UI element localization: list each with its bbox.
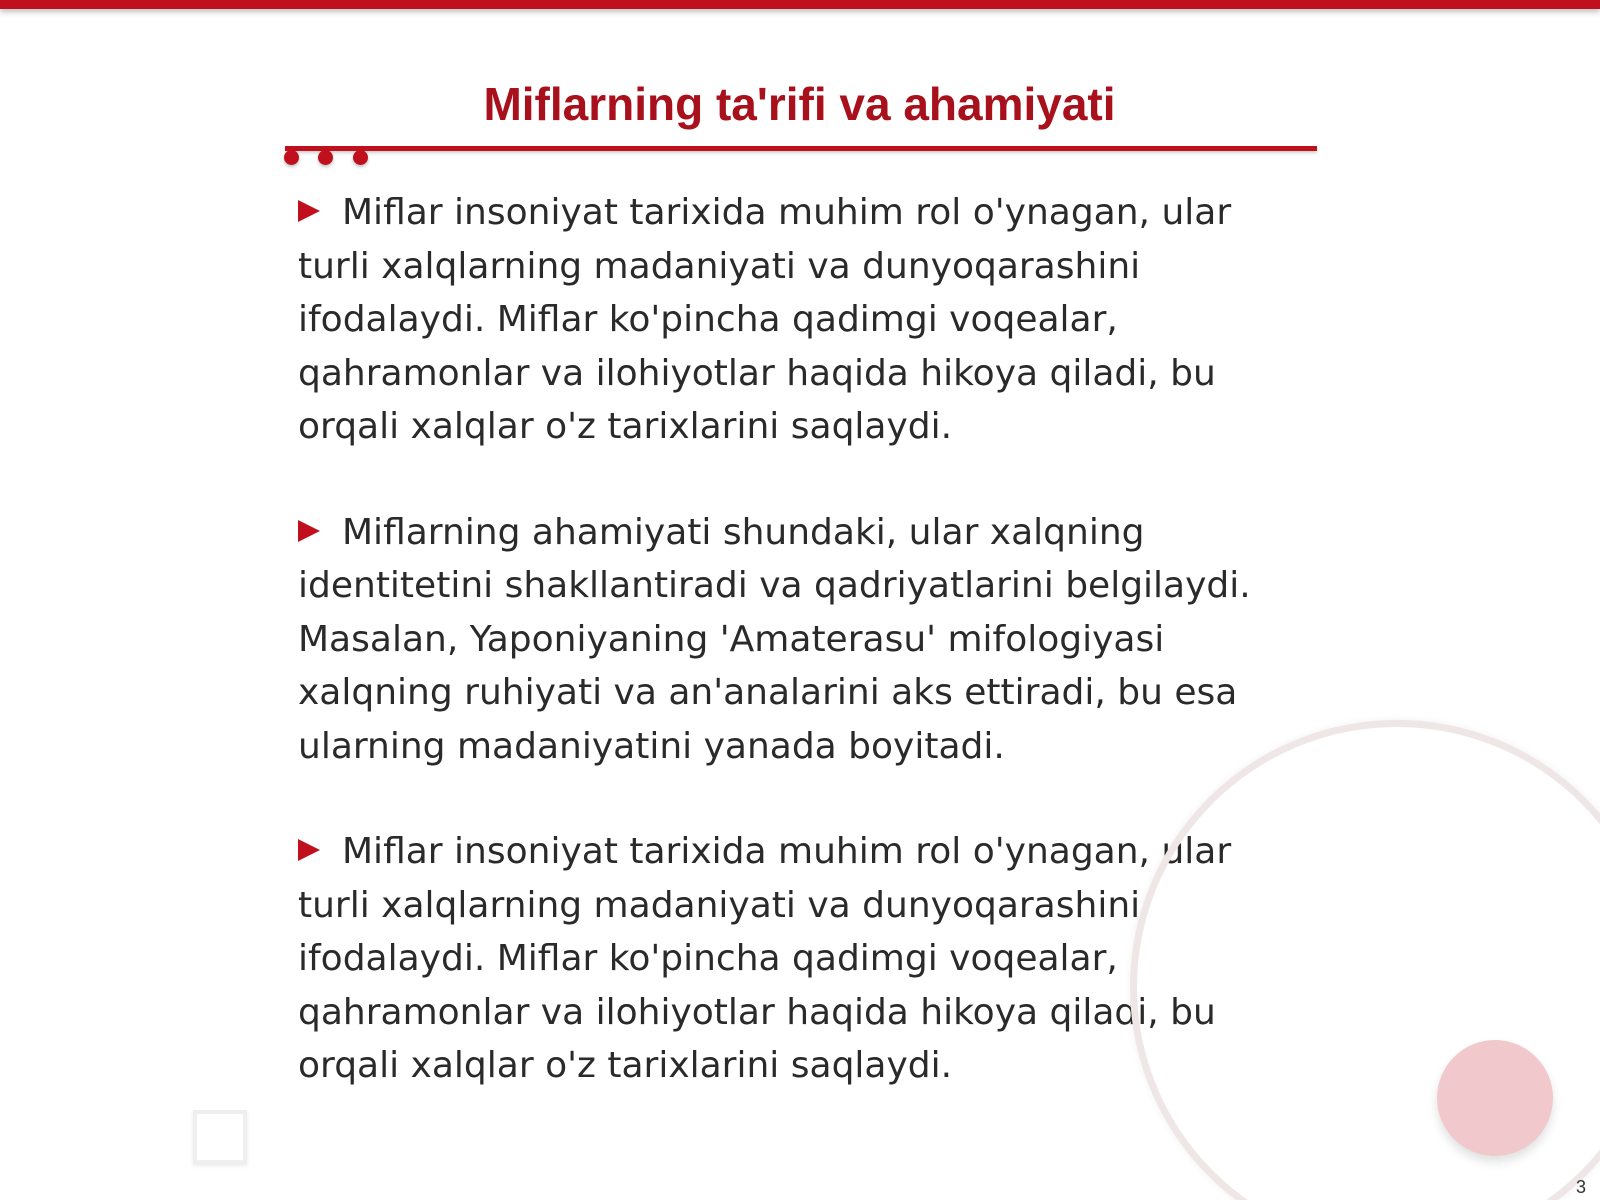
slide-title: Miflarning ta'rifi va ahamiyati xyxy=(483,78,1116,130)
bullet-list xyxy=(298,186,1258,1145)
triangle-bullet-icon xyxy=(298,520,320,542)
top-accent-bar xyxy=(0,0,1600,9)
bullet-text: Miflar insoniyat tarixida muhim rol o'ynagan, ular turli xalqlarning madaniyati va dunyoqarashini ifodalaydi. Miflar ko'pincha qadimgi voqealar, qahramonlar va ilohiyotlar haqida hikoya qiladi, bu orqali xalqlar o'z tarixlarini saqlaydi. xyxy=(298,192,1232,447)
decor-dot-icon xyxy=(284,150,299,165)
bullet-item xyxy=(298,186,1258,454)
decor-square-icon xyxy=(193,1110,247,1164)
bullet-item xyxy=(298,506,1258,774)
page-number: 3 xyxy=(1575,1177,1586,1197)
triangle-bullet-icon xyxy=(298,200,320,222)
title-underline xyxy=(285,146,1317,151)
bullet-item xyxy=(298,825,1258,1093)
decor-dot-icon xyxy=(353,150,368,165)
bullet-text: Miflarning ahamiyati shundaki, ular xalqning identitetini shakllantiradi va qadriyatlarini belgilaydi. Masalan, Yaponiyaning 'Amaterasu' mifologiyasi xalqning ruhiyati va an'analarini aks ettiradi, bu esa ularning madaniyatini yanada boyitadi. xyxy=(298,511,1251,767)
triangle-bullet-icon xyxy=(298,839,320,861)
bullet-text: Miflar insoniyat tarixida muhim rol o'ynagan, ular turli xalqlarning madaniyati va dunyoqarashini ifodalaydi. Miflar ko'pincha qadimgi voqealar, qahramonlar va ilohiyotlar haqida hikoya qiladi, bu orqali xalqlar o'z tarixlarini saqlaydi. xyxy=(298,831,1232,1086)
decor-dot-icon xyxy=(318,150,333,165)
decor-circle-icon xyxy=(1437,1040,1553,1156)
